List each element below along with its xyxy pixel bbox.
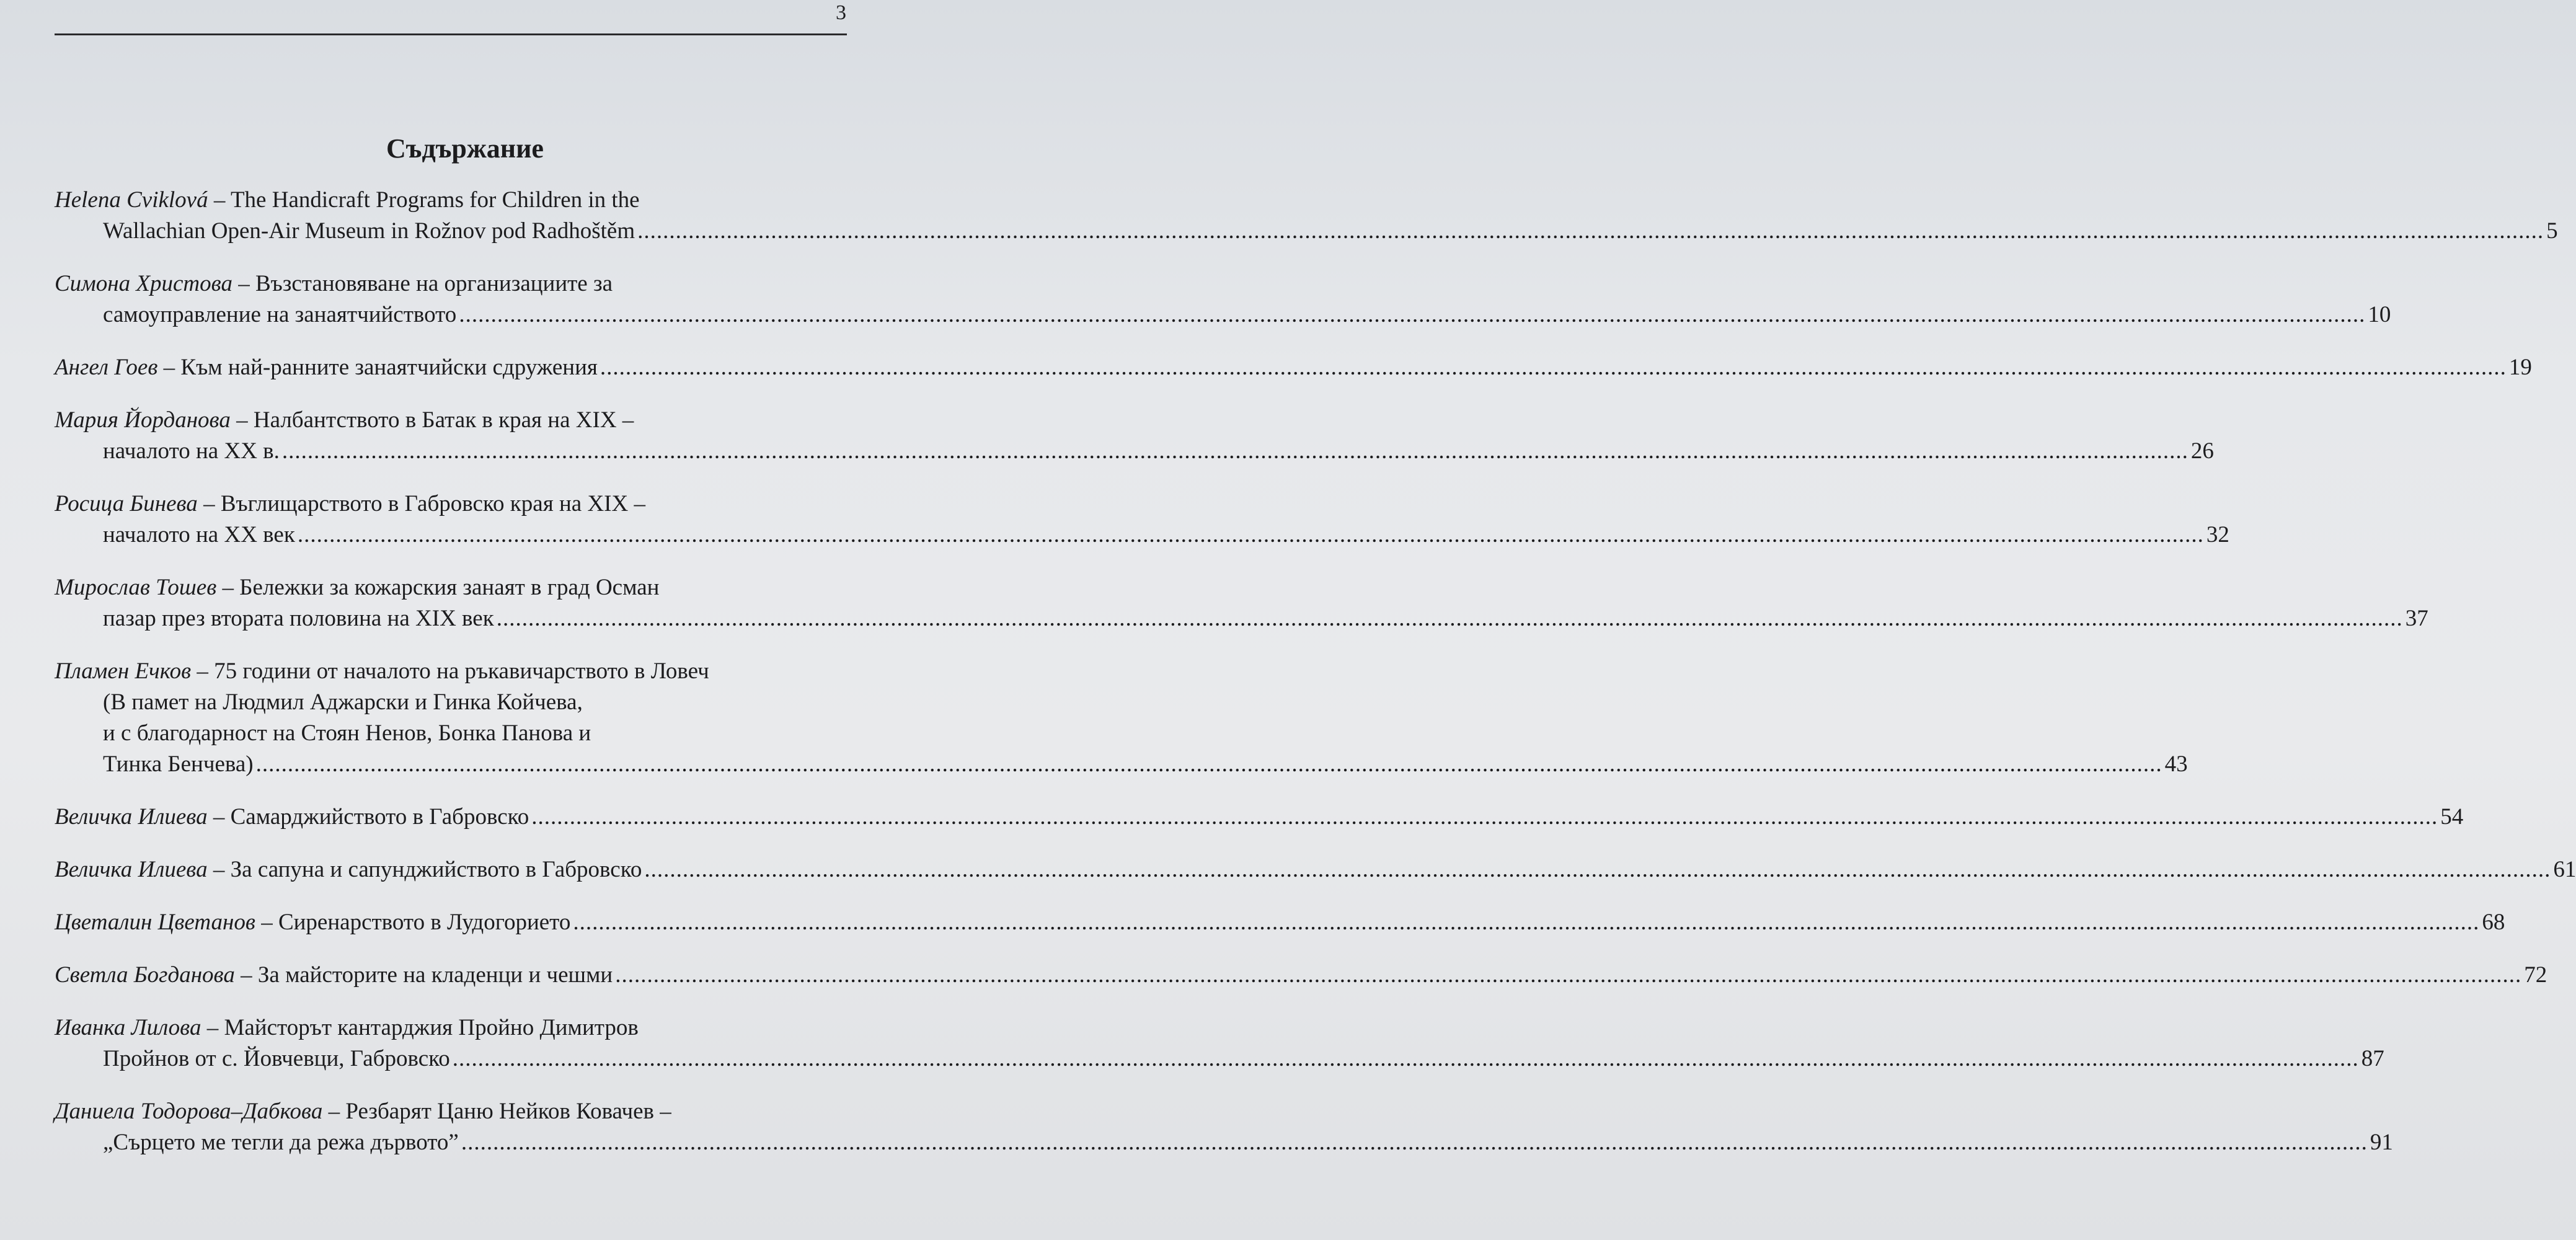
toc-title-line: The Handicraft Programs for Children in the xyxy=(230,187,640,213)
toc-title-line: пазар през втората половина на XIX век xyxy=(103,606,494,631)
toc-leader-dots: ............................................................................................................................................................................................................................................................................................................ xyxy=(573,910,2480,935)
toc-entry-line xyxy=(55,299,2391,330)
toc-entry-line xyxy=(55,802,2464,833)
toc-title-line: Тинка Бенчева) xyxy=(103,751,254,777)
toc-entry-line xyxy=(55,1012,837,1043)
toc-leader-dots: ............................................................................................................................................................................................................................................................................................................ xyxy=(644,857,2551,882)
toc-entry xyxy=(55,802,2464,833)
toc-entry-text-wrap xyxy=(55,1099,671,1124)
toc-separator: – xyxy=(232,271,255,296)
toc-entry xyxy=(55,405,2214,467)
toc-title-line: самоуправление на занаятчийството xyxy=(103,302,457,327)
toc-author: Пламен Ечков xyxy=(55,658,192,684)
toc-entry-line xyxy=(55,1043,2384,1074)
toc-entry-text-wrap xyxy=(103,1043,450,1074)
toc-title-line: 75 години от началото на ръкавичарството в Ловеч xyxy=(214,658,709,684)
toc-separator: – xyxy=(201,1015,224,1040)
toc-entry-line xyxy=(55,907,2505,938)
toc-entry-line xyxy=(55,603,2428,634)
toc-entry-line xyxy=(55,436,2214,467)
toc-entry-line xyxy=(55,1127,2393,1158)
toc-title-line: „Сърцето ме тегли да режа дървото” xyxy=(103,1130,459,1155)
toc-entry-text-wrap xyxy=(55,1015,639,1040)
toc-title-line: Самарджийството в Габровско xyxy=(230,804,529,830)
toc-leader-dots: ............................................................................................................................................................................................................................................................................................................ xyxy=(297,522,2204,547)
table-of-contents xyxy=(55,185,2576,1180)
toc-entry xyxy=(55,907,2505,938)
toc-leader-dots: ............................................................................................................................................................................................................................................................................................................ xyxy=(459,302,2366,327)
toc-separator: – xyxy=(230,407,254,433)
toc-leader-dots: ............................................................................................................................................................................................................................................................................................................ xyxy=(255,751,2162,777)
toc-entry xyxy=(55,854,2576,885)
toc-entry-line xyxy=(55,520,2229,551)
toc-page-number: 43 xyxy=(2164,751,2188,777)
toc-leader-dots: ............................................................................................................................................................................................................................................................................................................ xyxy=(461,1130,2368,1155)
toc-entry-line xyxy=(55,687,837,718)
toc-page-number: 37 xyxy=(2405,606,2428,631)
toc-author: Симона Христова xyxy=(55,271,232,296)
toc-leader-dots: ............................................................................................................................................................................................................................................................................................................ xyxy=(531,804,2438,830)
toc-leader-dots: ............................................................................................................................................................................................................................................................................................................ xyxy=(615,962,2522,988)
toc-page-number: 91 xyxy=(2370,1130,2393,1155)
toc-author: Росица Бинева xyxy=(55,491,198,516)
toc-leader-dots: ............................................................................................................................................................................................................................................................................................................ xyxy=(637,218,2544,244)
toc-entry-text-wrap xyxy=(55,407,634,433)
toc-entry xyxy=(55,1096,2393,1158)
toc-entry xyxy=(55,268,2391,330)
toc-separator: – xyxy=(197,491,221,516)
toc-page-number: 54 xyxy=(2440,804,2464,830)
toc-entry-line xyxy=(55,268,837,299)
toc-author: Цветалин Цветанов xyxy=(55,910,255,935)
toc-title-line: (В памет на Людмил Аджарски и Гинка Койчева, xyxy=(103,689,583,715)
toc-separator: – xyxy=(207,804,231,830)
toc-entry xyxy=(55,960,2547,991)
toc-entry-text-wrap xyxy=(55,802,529,833)
toc-entry xyxy=(55,185,2558,247)
toc-page-number: 10 xyxy=(2368,302,2391,327)
toc-entry-text-wrap xyxy=(55,907,570,938)
toc-entry-line xyxy=(55,572,837,603)
toc-author: Мария Йорданова xyxy=(55,407,231,433)
page-title: Съдържание xyxy=(386,133,544,164)
toc-entry-text-wrap xyxy=(103,216,635,247)
toc-title-line: началото на XX век xyxy=(103,522,295,547)
toc-title-line: За майсторите на кладенци и чешми xyxy=(257,962,613,988)
toc-entry-text-wrap xyxy=(55,575,659,600)
toc-entry-text-wrap xyxy=(103,689,583,715)
toc-title-line: Пройнов от с. Йовчевци, Габровско xyxy=(103,1046,450,1071)
toc-author: Величка Илиева xyxy=(55,804,208,830)
toc-entry-line xyxy=(55,352,2532,383)
toc-separator: – xyxy=(234,962,258,988)
toc-entry-text-wrap xyxy=(55,187,640,213)
toc-page-number: 68 xyxy=(2482,910,2505,935)
toc-author: Helena Cviklová xyxy=(55,187,208,213)
toc-author: Иванка Лилова xyxy=(55,1015,201,1040)
toc-separator: – xyxy=(157,355,181,380)
toc-separator: – xyxy=(255,910,278,935)
toc-entry-line xyxy=(55,1096,837,1127)
toc-separator: – xyxy=(191,658,215,684)
toc-leader-dots: ............................................................................................................................................................................................................................................................................................................ xyxy=(281,438,2189,464)
toc-entry-text-wrap xyxy=(55,491,645,516)
toc-entry-line xyxy=(55,216,2558,247)
toc-page-number: 87 xyxy=(2361,1046,2384,1071)
toc-entry xyxy=(55,656,2188,780)
toc-entry-text-wrap xyxy=(103,720,591,746)
toc-entry-text-wrap xyxy=(55,352,598,383)
header-rule xyxy=(55,33,847,35)
toc-entry-text-wrap xyxy=(55,271,613,296)
toc-title-line: Възстановяване на организациите за xyxy=(255,271,613,296)
toc-title-line: Бележки за кожарския занаят в град Осман xyxy=(239,575,660,600)
toc-author: Светла Богданова xyxy=(55,962,235,988)
toc-separator: – xyxy=(322,1099,346,1124)
toc-author: Даниела Тодорова–Дабкова xyxy=(55,1099,323,1124)
toc-title-line: Към най-ранните занаятчийски сдружения xyxy=(180,355,598,380)
toc-entry-text-wrap xyxy=(103,436,280,467)
toc-separator: – xyxy=(216,575,240,600)
page-number: 3 xyxy=(836,1,846,24)
toc-title-line: началото на XX в. xyxy=(103,438,280,464)
toc-title-line: Майсторът кантарджия Пройно Димитров xyxy=(224,1015,639,1040)
toc-entry xyxy=(55,489,2229,551)
toc-author: Ангел Гоев xyxy=(55,355,158,380)
toc-entry-text-wrap xyxy=(103,299,456,330)
toc-entry-text-wrap xyxy=(103,520,295,551)
toc-page-number: 26 xyxy=(2190,438,2214,464)
toc-title-line: Сиренарството в Лудогорието xyxy=(278,910,571,935)
toc-entry-text-wrap xyxy=(103,749,254,780)
toc-author: Величка Илиева xyxy=(55,857,208,882)
toc-leader-dots: ............................................................................................................................................................................................................................................................................................................ xyxy=(600,355,2507,380)
toc-entry-text-wrap xyxy=(103,603,494,634)
toc-title-line: Налбантството в Батак в края на XIX – xyxy=(253,407,634,433)
toc-entry-line xyxy=(55,960,2547,991)
toc-page-number: 32 xyxy=(2206,522,2229,547)
toc-title-line: Резбарят Цаню Нейков Ковачев – xyxy=(345,1099,671,1124)
toc-leader-dots: ............................................................................................................................................................................................................................................................................................................ xyxy=(496,606,2403,631)
toc-entry xyxy=(55,1012,2384,1074)
toc-entry-text-wrap xyxy=(103,1127,459,1158)
toc-separator: – xyxy=(208,187,231,213)
toc-entry xyxy=(55,352,2532,383)
toc-title-line: Въглищарството в Габровско края на XIX – xyxy=(220,491,645,516)
toc-entry-line xyxy=(55,489,837,520)
toc-page-number: 61 xyxy=(2553,857,2576,882)
toc-leader-dots: ............................................................................................................................................................................................................................................................................................................ xyxy=(452,1046,2359,1071)
toc-title-line: Wallachian Open-Air Museum in Rožnov pod Radhoštěm xyxy=(103,218,635,244)
toc-title-line: За сапуна и сапунджийството в Габровско xyxy=(230,857,642,882)
toc-title-line: и с благодарност на Стоян Ненов, Бонка Панова и xyxy=(103,720,591,746)
toc-page-number: 19 xyxy=(2508,355,2532,380)
toc-entry-line xyxy=(55,656,837,687)
toc-entry-line xyxy=(55,185,837,216)
toc-entry-text-wrap xyxy=(55,960,613,991)
toc-entry-line xyxy=(55,854,2576,885)
toc-page-number: 72 xyxy=(2524,962,2547,988)
toc-entry-line xyxy=(55,718,837,749)
toc-separator: – xyxy=(207,857,231,882)
toc-entry-line xyxy=(55,749,2188,780)
toc-entry-text-wrap xyxy=(55,854,642,885)
toc-entry-line xyxy=(55,405,837,436)
toc-entry-text-wrap xyxy=(55,658,709,684)
toc-author: Мирослав Тошев xyxy=(55,575,217,600)
toc-page-number: 5 xyxy=(2546,218,2558,244)
toc-entry xyxy=(55,572,2428,634)
